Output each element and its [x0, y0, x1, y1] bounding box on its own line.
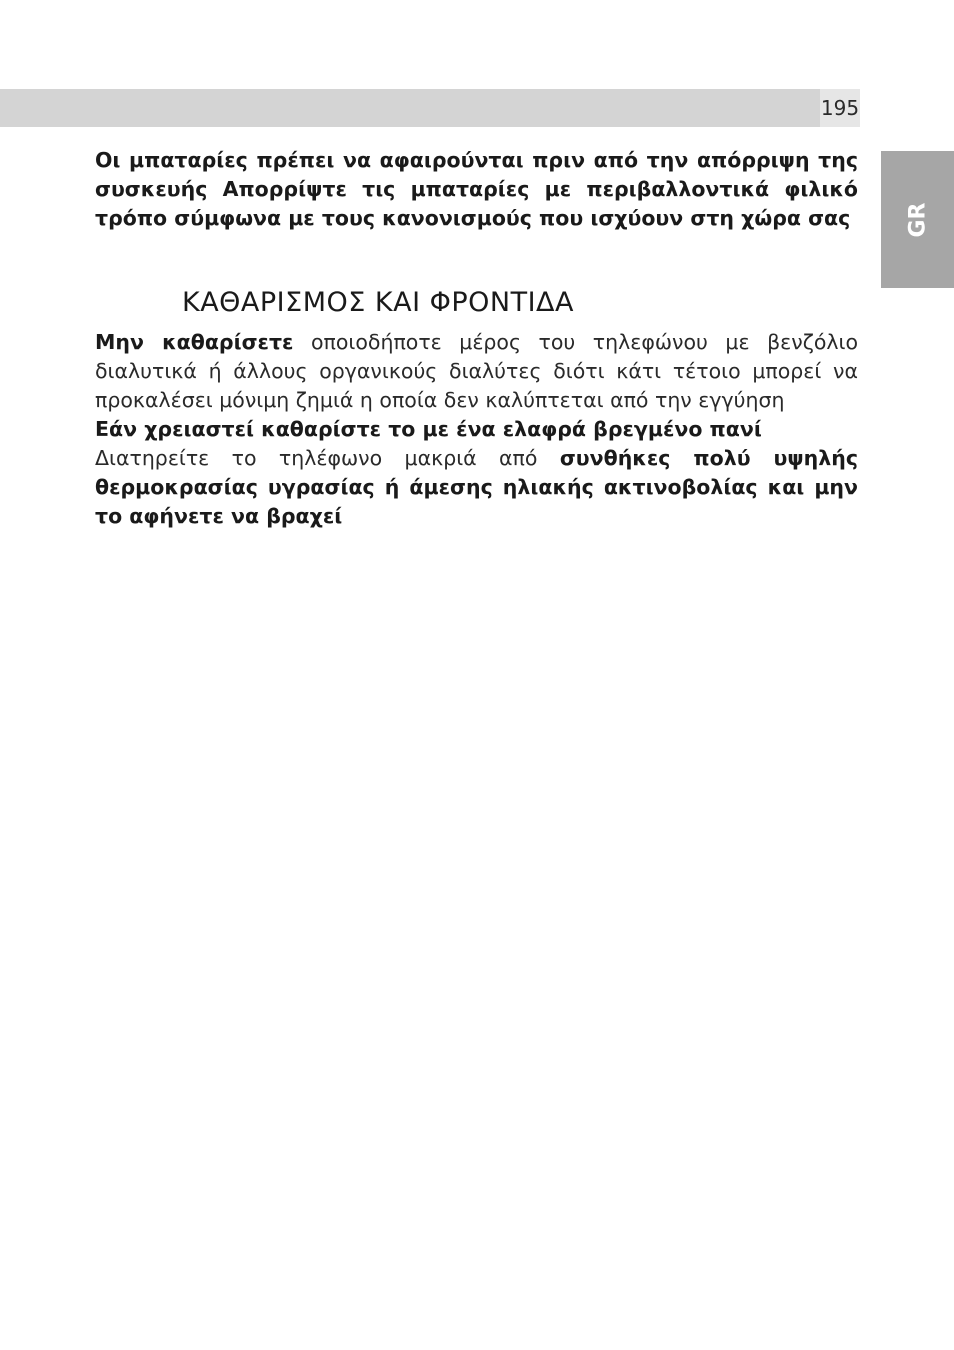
- cleaning-warning-bold: Μην καθαρίσετε: [95, 330, 294, 354]
- storage-warning-text: Διατηρείτε το τηλέφωνο μακριά από: [95, 446, 560, 470]
- language-tab-label: GR: [905, 202, 930, 237]
- storage-warning-bold: συνθήκες πολύ υψηλής θερμοκρασίας υγρασίας ή άμεσης ηλιακής ακτινοβολίας και μην το αφήνετε να βραχεί: [95, 446, 858, 528]
- cleaning-instruction: Εάν χρειαστεί καθαρίστε το με ένα ελαφρά βρεγμένο πανί: [95, 417, 762, 441]
- language-tab: [881, 151, 954, 288]
- section-heading: ΚΑΘΑΡΙΣΜΟΣ ΚΑΙ ΦΡΟΝΤΙΔΑ: [182, 287, 574, 318]
- battery-disposal-paragraph: Οι μπαταρίες πρέπει να αφαιρούνται πριν από την απόρριψη της συσκευής Απορρίψτε τις μπαταρίες με περιβαλλοντικά φιλικό τρόπο σύμφωνα με τους κανονισμούς που ισχύουν στη χώρα σας: [95, 148, 858, 230]
- cleaning-care-paragraph: [95, 328, 858, 531]
- cleaning-warning-text: οποιοδήποτε μέρος του τηλεφώνου με βενζόλιο διαλυτικά ή άλλους οργανικούς διαλύτες διότι κάτι τέτοιο μπορεί να προκαλέσει μόνιμη ζημιά η οποία δεν καλύπτεται από την εγγύηση: [95, 330, 858, 412]
- page-number: 195: [820, 89, 860, 127]
- header-bar: [0, 89, 820, 127]
